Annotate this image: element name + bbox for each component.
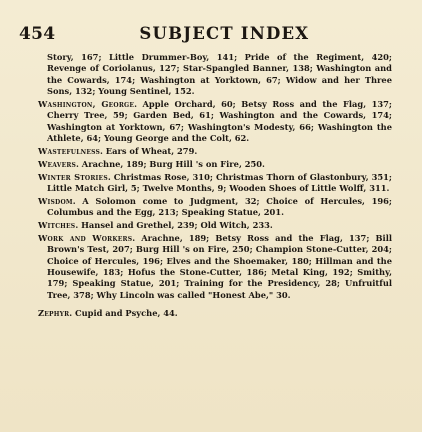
index-entry-continued <box>38 52 392 98</box>
entry-references: Story, 167; Little Drummer-Boy, 141; Pride of the Regiment, 420; Revenge of Coriolanus, 127; Star-Spangled Banner, 138; Washington and the Cowards, 174; Washington at Yorktown, 67; Widow and her Three Sons, 132; Young Sentinel, 152. <box>47 52 392 97</box>
entry-heading: Witches. <box>38 220 79 231</box>
page-number: 454 <box>19 24 56 44</box>
entry-heading: Weavers. <box>38 158 80 169</box>
entry-references: A Solomon come to Judgment, 32; Choice of Hercules, 196; Columbus and the Egg, 213; Speaking Statue, 201. <box>47 195 392 218</box>
entry-heading: Winter Stories. <box>38 171 111 182</box>
entry-heading: Zephyr. <box>38 308 73 319</box>
index-entry-witches <box>38 220 392 231</box>
entry-heading: Washington, George. <box>38 99 138 110</box>
entry-references: Cupid and Psyche, 44. <box>75 308 178 319</box>
entry-heading: Wisdom. <box>38 195 76 206</box>
page-header <box>19 24 396 44</box>
entry-references: Ears of Wheat, 279. <box>105 146 198 157</box>
entry-references: Hansel and Grethel, 239; Old Witch, 233. <box>81 220 273 231</box>
entry-heading: Work and Workers. <box>38 232 136 243</box>
index-body <box>38 52 392 321</box>
index-entry-washington <box>38 99 392 145</box>
index-entry-zephyr <box>38 308 392 319</box>
entry-heading: Wastefulness. <box>38 146 104 157</box>
entry-references: Christmas Rose, 310; Christmas Thorn of Glastonbury, 351; Little Match Girl, 5; Twelve Months, 9; Wooden Shoes of Little Wolff, 311. <box>47 171 392 194</box>
index-entry-wastefulness <box>38 146 392 157</box>
index-entry-winter-stories <box>38 172 392 195</box>
index-entry-weavers <box>38 159 392 170</box>
running-head-title: SUBJECT INDEX <box>139 24 310 43</box>
entry-references: Arachne, 189; Burg Hill 's on Fire, 250. <box>81 158 265 169</box>
index-entry-wisdom <box>38 196 392 219</box>
entry-references: Apple Orchard, 60; Betsy Ross and the Flag, 137; Cherry Tree, 59; Garden Bed, 61; Washington and the Cowards, 174; Washington at Yorktown, 67; Washington's Modesty, 66; Washington the Athlete, 64; Young George and the Colt, 62. <box>47 99 392 144</box>
entry-references: Arachne, 189; Betsy Ross and the Flag, 137; Bill Brown's Test, 207; Burg Hill 's on Fire, 250; Champion Stone-Cutter, 204; Choice of Hercules, 196; Elves and the Shoemaker, 180; Hillman and the Housewife, 183; Hofus the Stone-Cutter, 186; Metal King, 192; Smithy, 179; Speaking Statue, 201; Training for the Presidency, 28; Unfruitful Tree, 378; Why Lincoln was called "Honest Abe," 30. <box>47 232 393 300</box>
index-entry-work-and-workers <box>38 233 392 301</box>
